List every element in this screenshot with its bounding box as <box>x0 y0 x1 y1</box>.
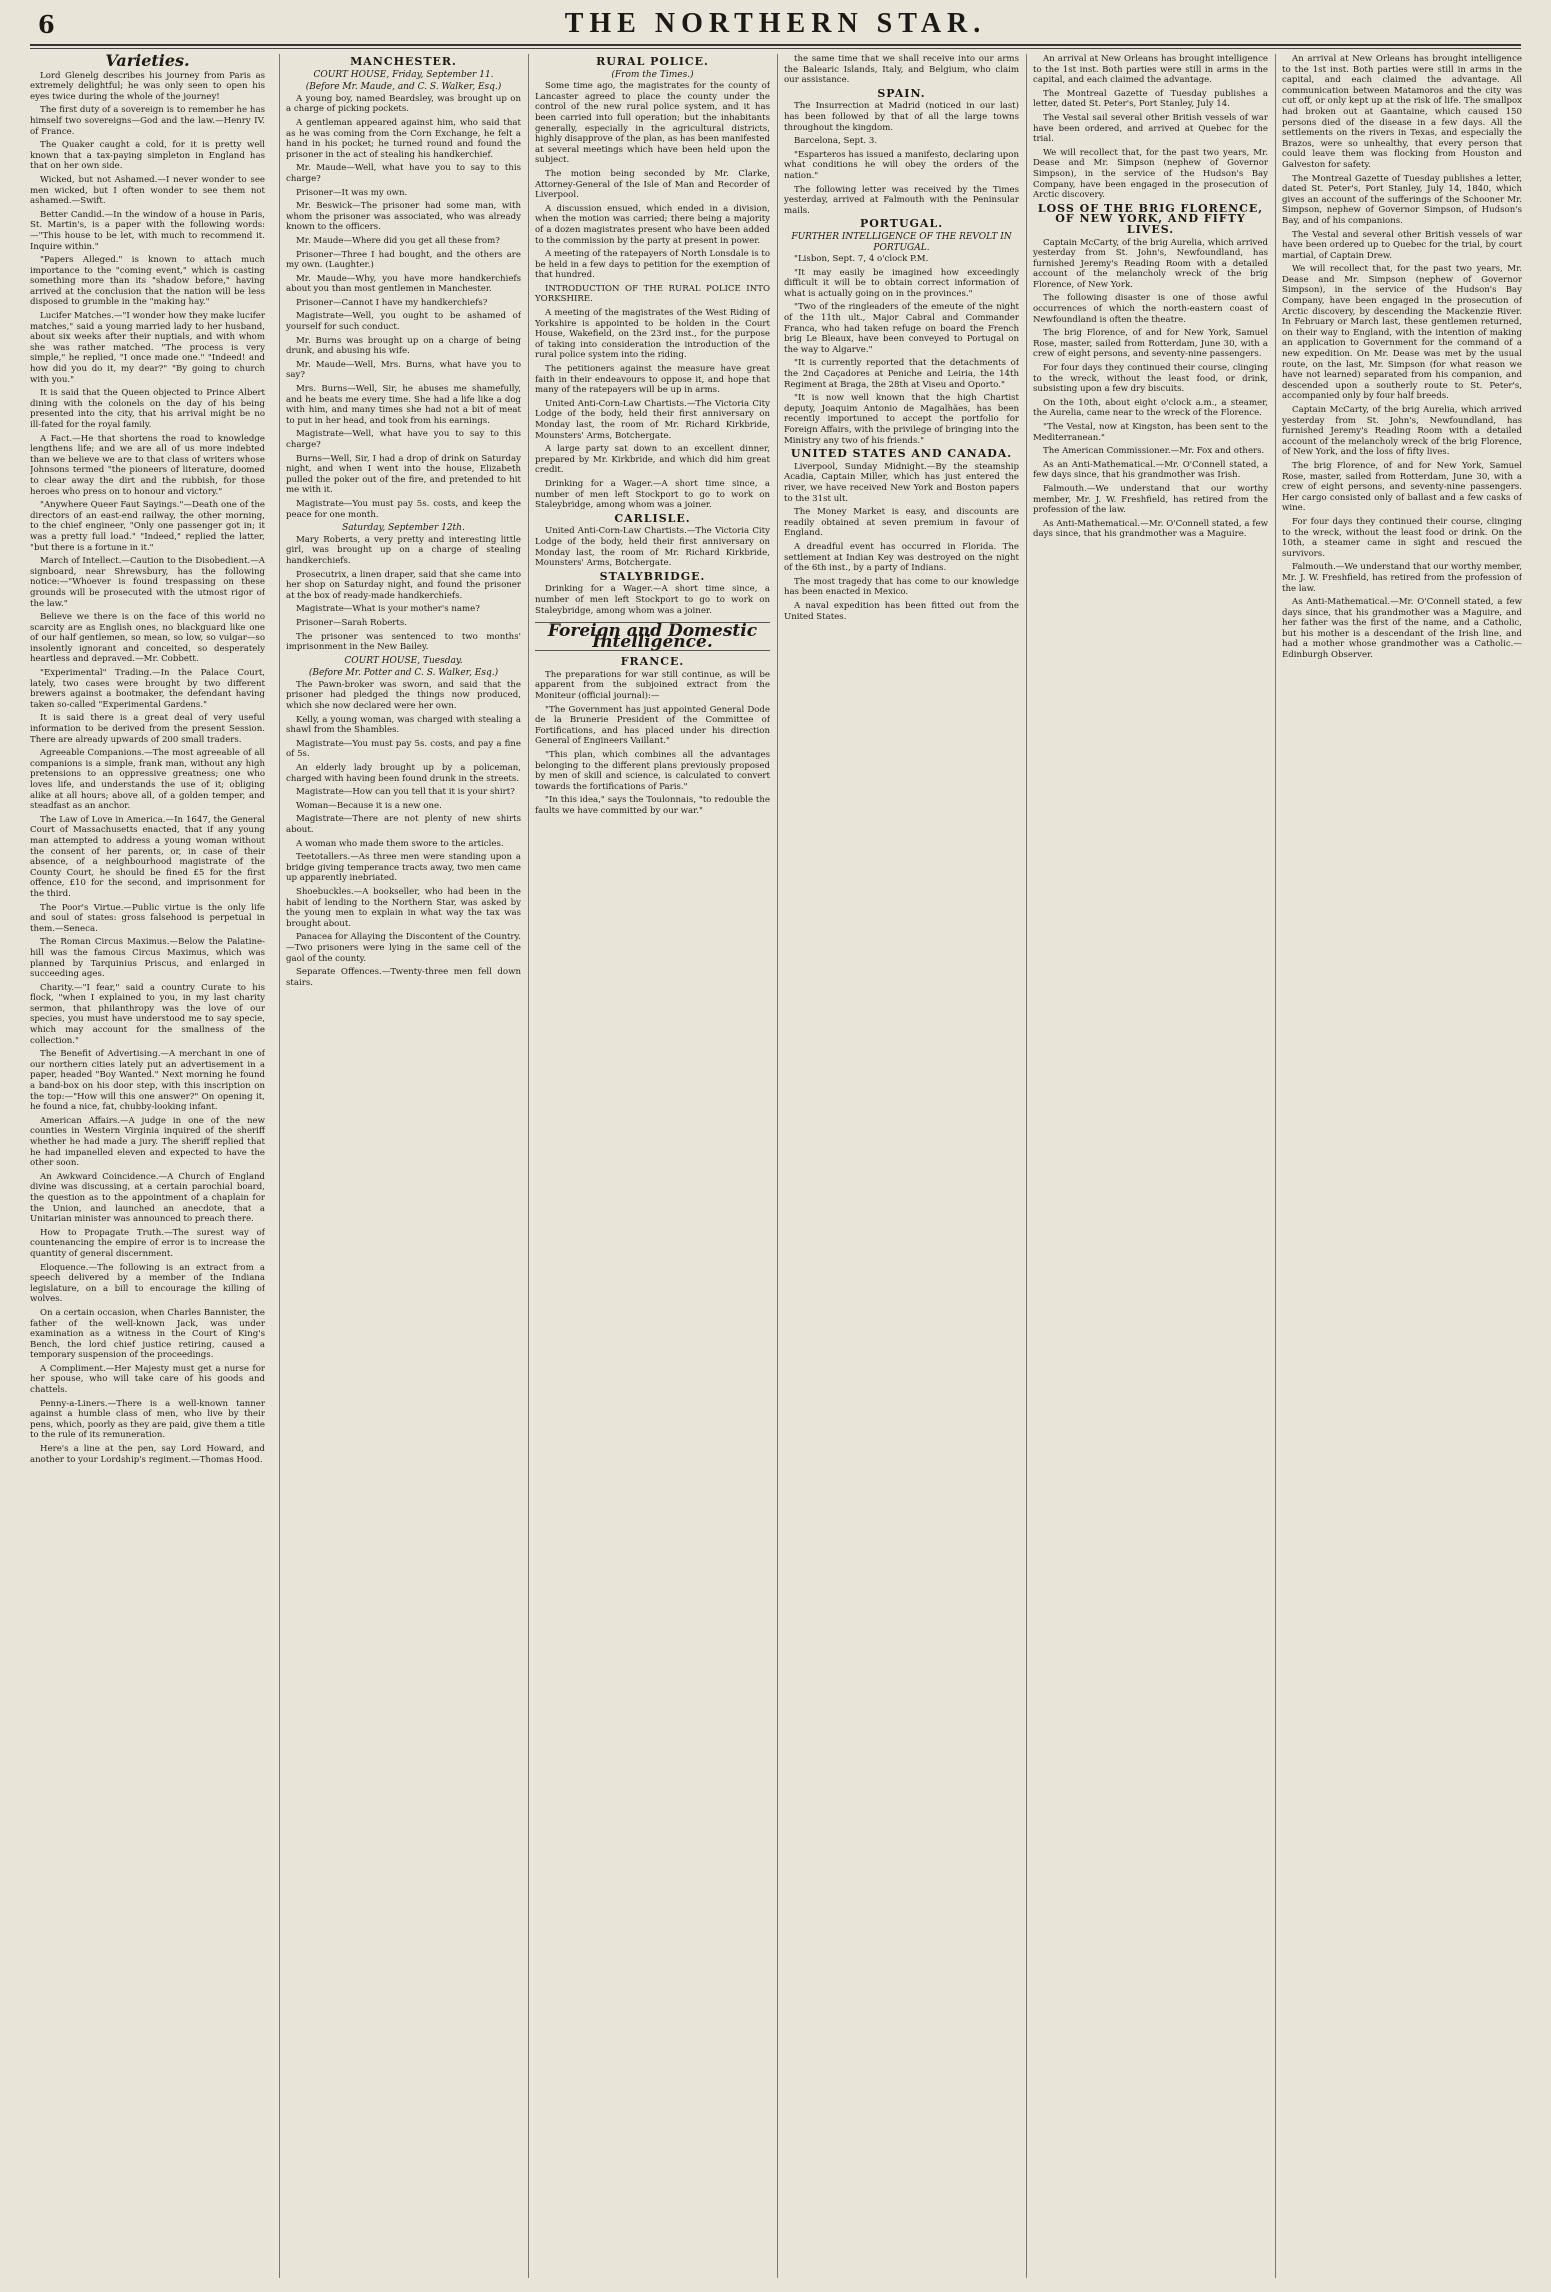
section-heading: PORTUGAL. <box>859 217 944 231</box>
section-heading: FRANCE. <box>620 655 685 669</box>
paragraph: "It is currently reported that the detachments of the 2nd Caçadores at Peniche and Leiria, the 14th Regiment at Braga, the 28th at Viseu and Oporto." <box>784 358 1019 390</box>
paragraph: Magistrate—Well, you ought to be ashamed of yourself for such conduct. <box>286 311 521 333</box>
court-heading: COURT HOUSE, Tuesday. <box>344 655 463 666</box>
paragraph: Believe we there is on the face of this world no scarcity are as English ones, no blackguard like one of our half gentlemen, so mean, so low, so vulgar—so insolently ignorant and conceited, so desperately heartless and depraved.—Mr. Cobbett. <box>30 612 265 665</box>
article-body <box>1282 54 1522 661</box>
paragraph: The Insurrection at Madrid (noticed in our last) has been followed by that of all the large towns throughout the kingdom. <box>784 101 1019 133</box>
paragraph: As Anti-Mathematical.—Mr. O'Connell stated, a few days since, that his grandmother was a Maguire. <box>1033 518 1268 540</box>
paragraph: A gentleman appeared against him, who said that as he was coming from the Corn Exchange, he felt a hand in his pocket; he turned round and found the prisoner in the act of stealing his handkerchief. <box>286 117 521 160</box>
paragraph: "The Vestal, now at Kingston, has been sent to the Mediterranean." <box>1033 422 1268 443</box>
section-heading: UNITED STATES AND CANADA. <box>790 447 1013 461</box>
paragraph: Prisoner—Sarah Roberts. <box>296 617 407 628</box>
article-body <box>1033 54 1268 201</box>
paragraph: Some time ago, the magistrates for the county of Lancaster agreed to place the county under the control of the new rural police system, and it has been carried into full operation; but the inhabitants generally, especially in the agricultural districts, highly disapprove of the plan, as has been manifested at several meetings which have been held upon the subject. <box>535 81 770 166</box>
section-heading: LOSS OF THE BRIG FLORENCE, OF NEW YORK, AND FIFTY LIVES. <box>1037 201 1264 236</box>
sub-heading: FURTHER INTELLIGENCE OF THE REVOLT IN PORTUGAL. <box>791 231 1012 253</box>
paragraph: It is said that the Queen objected to Prince Albert dining with the colonels on the day of his being presented into the city, that his arrival might be no ill-fated for the royal family. <box>30 388 265 430</box>
paragraph: "It is now well known that the high Chartist deputy, Joaquim Antonio de Magalhães, has been recently importuned to accept the portfolio for Foreign Affairs, with the privilege of bringing into the Ministry any two of his friends." <box>784 393 1019 446</box>
section-heading: RURAL POLICE. <box>596 55 709 68</box>
paragraph: Here's a line at the pen, say Lord Howard, and another to your Lordship's regiment.—Thomas Hood. <box>30 1444 265 1465</box>
paragraph: Better Candid.—In the window of a house in Paris, St. Martin's, is a paper with the following words:—"This house to be let, with much to recommend it. Inquire within." <box>30 209 265 252</box>
paragraph: The Vestal and several other British vessels of war have been ordered up to Quebec for the trial, by court martial, of Captain Drew. <box>1282 229 1522 261</box>
paragraph: We will recollect that, for the past two years, Mr. Dease and Mr. Simpson (nephew of Governor Simpson), in the service of the Hudson's Bay Company, have been engaged in the prosecution of Arctic discovery. <box>1033 147 1268 201</box>
paragraph: Falmouth.—We understand that our worthy member, Mr. J. W. Freshfield, has retired from the profession of the law. <box>1033 483 1268 516</box>
paragraph: Woman—Because it is a new one. <box>296 800 442 811</box>
article-body <box>535 584 770 616</box>
section-heading: STALYBRIDGE. <box>599 569 706 583</box>
article-body <box>1033 238 1268 540</box>
paragraph: A naval expedition has been fitted out from the United States. <box>784 600 1019 622</box>
paragraph: It is said there is a great deal of very useful information to be derived from the present Session. There are already upwards of 200 small traders. <box>30 713 265 745</box>
paragraph: Mrs. Burns—Well, Sir, he abuses me shamefully, and he beats me every time. She had a life like a dog with him, and many times she had not a bit of meat to put in her head, and took from his earnings. <box>286 384 521 426</box>
paragraph: Magistrate—You must pay 5s. costs, and keep the peace for one month. <box>286 498 521 520</box>
paragraph: A Compliment.—Her Majesty must get a nurse for her spouse, who will take care of his goods and chattels. <box>30 1363 265 1396</box>
paragraph: Shoebuckles.—A bookseller, who had been in the habit of lending to the Northern Star, was asked by the young men to explain in what way the tax was brought about. <box>286 886 521 929</box>
paragraph: The Pawn-broker was sworn, and said that the prisoner had pledged the things now produced, which she now declared were her own. <box>286 679 521 712</box>
paragraph: Mr. Maude—Well, what have you to say to this charge? <box>286 163 521 184</box>
paragraph: The brig Florence, of and for New York, Samuel Rose, master, sailed from Rotterdam, June 30, with a crew of eight persons, and seventy-nine passengers. <box>1033 328 1268 360</box>
paragraph: The preparations for war still continue, as will be apparent from the subjoined extract from the Moniteur (official journal):— <box>535 669 770 702</box>
paragraph: How to Propagate Truth.—The surest way of countenancing the empire of error is to increase the quantity of general discernment. <box>30 1227 265 1259</box>
paragraph: "Anywhere Queer Faut Sayings."—Death one of the directors of an east-end railway, the other morning, to the chief engineer, "Only one passenger got in; it was a pretty full load." "Indeed," replied the latter, "but there is a fortune in it." <box>30 500 265 553</box>
paragraph: Mr. Maude—Where did you get all these from? <box>296 235 500 246</box>
paragraph: "In this idea," says the Toulonnais, "to redouble the faults we have committed by our war." <box>535 795 770 816</box>
paragraph: United Anti-Corn-Law Chartists.—The Victoria City Lodge of the body, held their first anniversary on Monday last, the room of Mr. Richard Kirkbride, Mounsters' Arms, Botchergate. <box>535 526 770 569</box>
paragraph: Prisoner—Three I had bought, and the others are my own. (Laughter.) <box>286 249 521 271</box>
paragraph: A young boy, named Beardsley, was brought up on a charge of picking pockets. <box>286 93 521 115</box>
paragraph: Mr. Maude—Why, you have more handkerchiefs about you than most gentlemen in Manchester. <box>286 273 521 295</box>
paragraph: The American Commissioner.—Mr. Fox and others. <box>1043 446 1265 457</box>
paragraph: Teetotallers.—As three men were standing upon a bridge giving temperance tracts away, two men came up apparently inebriated. <box>286 852 521 884</box>
column-varieties <box>30 54 265 2278</box>
article-body <box>535 670 770 817</box>
paragraph: "Two of the ringleaders of the emeute of the night of the 11th ult., Major Cabral and Commander Franca, who had taken refuge on board the French brig Le Bleaux, have been conveyed to Portugal on the way to Algarve." <box>784 302 1019 355</box>
paragraph: A woman who made them swore to the articles. <box>296 838 504 849</box>
paragraph: As Anti-Mathematical.—Mr. O'Connell stated, a few days since, that his grandmother was a Maguire, and her father was the first of the name, and a Catholic, but his mother is a descendant of the Irish line, and had a mother whose grandmother was a Catholic.—Edinburgh Observer. <box>1282 597 1522 661</box>
article-body <box>535 526 770 568</box>
section-heading: SPAIN. <box>877 86 926 100</box>
paragraph: Burns—Well, Sir, I had a drop of drink on Saturday night, and when I went into the house, Elizabeth pulled the poker out of the fire, and pretended to hit me with it. <box>286 453 521 496</box>
column-manchester <box>279 54 521 2278</box>
source-line: (From the Times.) <box>611 69 694 80</box>
paragraph: Lord Glenelg describes his journey from Paris as extremely delightful; he was only seen to open his eyes twice during the whole of the journey! <box>30 70 265 102</box>
paragraph: Mr. Beswick—The prisoner had some man, with whom the prisoner was associated, who was already known to the officers. <box>286 201 521 233</box>
paragraph: Prisoner—Cannot I have my handkerchiefs? <box>296 297 488 308</box>
date-heading: Saturday, September 12th. <box>342 523 465 534</box>
paragraph: "It may easily be imagined how exceedingly difficult it will be to obtain correct information of what is actually going on in the provinces." <box>784 267 1019 299</box>
paragraph: Mary Roberts, a very pretty and interesting little girl, was brought up on a charge of stealing handkerchiefs. <box>286 534 521 566</box>
paragraph: An arrival at New Orleans has brought intelligence to the 1st inst. Both parties were still in arms in the capital, and each claimed the advantage. <box>1033 54 1268 86</box>
paragraph: The Montreal Gazette of Tuesday publishes a letter, dated St. Peter's, Port Stanley, July 14, 1840, which gives an account of the sufferings of the Schooner Mr. Simpson, nephew of Governor Simpson, of Hudson's Bay, and of his companions. <box>1282 173 1522 226</box>
paragraph: Mr. Maude—Well, Mrs. Burns, what have you to say? <box>286 359 521 381</box>
paragraph: Captain McCarty, of the brig Aurelia, which arrived yesterday from St. John's, Newfoundland, has furnished Jeremy's Reading Room with a detailed account of the melancholy wreck of the brig Florence, of New York, and the loss of fifty lives. <box>1282 405 1522 458</box>
paragraph: An elderly lady brought up by a policeman, charged with having been found drunk in the streets. <box>286 763 521 784</box>
article-body <box>784 254 1019 446</box>
paragraph: The petitioners against the measure have great faith in their endeavours to oppose it, and hope that many of the ratepayers will be up in arms. <box>535 364 770 396</box>
paragraph: We will recollect that, for the past two years, Mr. Dease and Mr. Simpson (nephew of Governor Simpson), in the service of the Hudson's Bay Company, have been engaged in the prosecution of Arctic discovery, by descending the Mackenzie River. In February or March last, these gentlemen returned, on their way to England, with the intention of making an application to Government for the command of a new expedition. On Mr. Dease was met by the usual route, on the last, Mr. Simpson (for what reason we have not learned) separated from his companion, and descended upon a southerly route to St. Peter's, accompanied only by four half breeds. <box>1282 264 1522 402</box>
paragraph: For four days they continued their course, clinging to the wreck, without the least food or drink. On the 10th, a steamer came in sight and rescued the survivors. <box>1282 516 1522 559</box>
article-body <box>286 535 521 653</box>
paragraph: Captain McCarty, of the brig Aurelia, which arrived yesterday from St. John's, Newfoundland, has furnished Jeremy's Reading Room with a detailed account of the melancholy wreck of the brig Florence, of New York. <box>1033 237 1268 290</box>
paragraph: Liverpool, Sunday Midnight.—By the steamship Acadia, Captain Miller, which has just entered the river, we have received New York and Boston papers to the 31st ult. <box>784 461 1019 504</box>
column-spain-portugal <box>777 54 1019 2278</box>
paragraph: "Lisbon, Sept. 7, 4 o'clock P.M. <box>794 254 929 265</box>
paragraph: Penny-a-Liners.—There is a well-known tanner against a humble class of men, who live by their pens, which, poorly as they are paid, give them a title to the rule of its remuneration. <box>30 1398 265 1441</box>
paragraph: The Quaker caught a cold, for it is pretty well known that a tax-paying simpleton in England has that on her own side. <box>30 140 265 172</box>
page-number: 6 <box>38 10 55 39</box>
paragraph: Barcelona, Sept. 3. <box>794 136 878 147</box>
article-body <box>535 81 770 511</box>
paragraph: Magistrate—How can you tell that it is your shirt? <box>296 787 515 798</box>
paragraph: A discussion ensued, which ended in a division, when the motion was carried; there being a majority of a dozen magistrates present who have been added to the commission by the party at present in power. <box>535 203 770 246</box>
newspaper-title: THE NORTHERN STAR. <box>564 8 987 39</box>
paragraph: the same time that we shall receive into our arms the Balearic Islands, Italy, and Belgium, who claim our assistance. <box>784 54 1019 86</box>
paragraph: The Benefit of Advertising.—A merchant in one of our northern cities lately put an advertisement in a paper, headed "Boy Wanted." Next morning he found a band-box on his door step, with this inscription on the top:—"How will this one answer?" On opening it, he found a nice, fat, chubby-looking infant. <box>30 1049 265 1113</box>
article-body <box>286 680 521 988</box>
section-heading: CARLISLE. <box>614 511 691 525</box>
foreign-intelligence-banner: Foreign and Domestic Intelligence. <box>535 622 770 651</box>
paragraph: A meeting of the magistrates of the West Riding of Yorkshire is appointed to be holden in the Court House, Wakefield, on the 23rd inst., for the purpose of taking into consideration the introduction of the rural police system into the riding. <box>535 308 770 361</box>
article-body <box>30 71 265 1466</box>
paragraph: A large party sat down to an excellent dinner, prepared by Mr. Kirkbride, and which did him great credit. <box>535 444 770 476</box>
paragraph: As an Anti-Mathematical.—Mr. O'Connell stated, a few days since, that his grandmother was Irish. <box>1033 459 1268 481</box>
masthead-rule-thin <box>30 48 1521 49</box>
paragraph: Lucifer Matches.—"I wonder how they make lucifer matches," said a young married lady to her husband, about six weeks after their nuptials, and with whom she was rather matched. "The process is very simple," he replied, "I once made one." "Indeed! and how did you do it, my dear?" "By going to church with you." <box>30 311 265 385</box>
paragraph: The Money Market is easy, and discounts are readily obtained at seven premium in favour of England. <box>784 507 1019 539</box>
masthead <box>30 6 1521 42</box>
section-heading: MANCHESTER. <box>350 55 457 68</box>
paragraph: "This plan, which combines all the advantages belonging to the different plans previously proposed by men of skill and science, is calculated to convert towards the fortifications of Paris." <box>535 750 770 792</box>
column-florence <box>1026 54 1268 2278</box>
masthead-rule <box>30 44 1521 46</box>
paragraph: United Anti-Corn-Law Chartists.—The Victoria City Lodge of the body, held their first anniversary on Monday last, the room of Mr. Richard Kirkbride, Mounsters' Arms, Botchergate. <box>535 398 770 441</box>
paragraph: Prosecutrix, a linen draper, said that she came into her shop on Saturday night, and found the prisoner at the box of ready-made handkerchiefs. <box>286 569 521 601</box>
paragraph: American Affairs.—A judge in one of the new counties in Western Virginia inquired of the sheriff whether he had made a jury. The sheriff replied that he had impanelled eleven and expected to have the other soon. <box>30 1115 265 1169</box>
paragraph: Drinking for a Wager.—A short time since, a number of men left Stockport to go to work on Staleybridge, among whom was a joiner. <box>535 584 770 616</box>
paragraph: The brig Florence, of and for New York, Samuel Rose, master, sailed from Rotterdam, June 30, with a crew of eight persons, and seventy-nine passengers. Her cargo consisted only of ballast and a few casks of wine. <box>1282 460 1522 514</box>
paragraph: For four days they continued their course, clinging to the wreck, without the least food, or drink, subsisting upon a few dry biscuits. <box>1033 363 1268 395</box>
paragraph: "Esparteros has issued a manifesto, declaring upon what conditions he will obey the orders of the nation." <box>784 149 1019 181</box>
paragraph: The following disaster is one of those awful occurrences of which the north-eastern coast of Newfoundland is often the theatre. <box>1033 293 1268 325</box>
paragraph: March of Intellect.—Caution to the Disobedient.—A signboard, near Shrewsbury, has the following notice:—"Whoever is found trespassing on these grounds will be prosecuted with the utmost rigor of the law." <box>30 556 265 609</box>
paragraph: A dreadful event has occurred in Florida. The settlement at Indian Key was destroyed on the night of the 6th inst., by a party of Indians. <box>784 541 1019 574</box>
paragraph: Prisoner—It was my own. <box>296 187 408 198</box>
paragraph: Drinking for a Wager.—A short time since, a number of men left Stockport to go to work on Staleybridge, among whom was a joiner. <box>535 478 770 511</box>
court-bench: (Before Mr. Potter and C. S. Walker, Esq.) <box>308 668 499 679</box>
paragraph: Separate Offences.—Twenty-three men fell down stairs. <box>286 967 521 988</box>
paragraph: The Roman Circus Maximus.—Below the Palatine-hill was the famous Circus Maximus, which was planned by Tarquinius Priscus, and enlarged in succeeding ages. <box>30 937 265 980</box>
paragraph: A meeting of the ratepayers of North Lonsdale is to be held in a few days to petition for the exemption of that hundred. <box>535 249 770 281</box>
columns <box>30 54 1521 2278</box>
paragraph: The Poor's Virtue.—Public virtue is the only life and soul of states: gross falsehood is perpetual in them.—Seneca. <box>30 902 265 934</box>
article-body <box>784 462 1019 622</box>
paragraph: Magistrate—What is your mother's name? <box>296 604 480 615</box>
paragraph: Wicked, but not Ashamed.—I never wonder to see men wicked, but I often wonder to see them not ashamed.—Swift. <box>30 174 265 207</box>
paragraph: "Experimental" Trading.—In the Palace Court, lately, two cases were brought by two different brewers against a bootmaker, the defendant having taken so-called "Experimental Gardens." <box>30 668 265 710</box>
column-right <box>1275 54 1522 2278</box>
paragraph: The following letter was received by the Times yesterday, arrived at Falmouth with the Peninsular mails. <box>784 184 1019 216</box>
paragraph: The motion being seconded by Mr. Clarke, Attorney-General of the Isle of Man and Recorder of Liverpool. <box>535 168 770 201</box>
paragraph: Mr. Burns was brought up on a charge of being drunk, and abusing his wife. <box>286 335 521 357</box>
paragraph: An Awkward Coincidence.—A Church of England divine was discussing, at a certain parochial board, the question as to the appointment of a chaplain for the Union, and launched an anecdote, that a Unitarian minister was announced to preach there. <box>30 1171 265 1225</box>
paragraph: The first duty of a sovereign is to remember he has himself two sovereigns—God and the law.—Henry IV. of France. <box>30 105 265 137</box>
paragraph: Panacea for Allaying the Discontent of the Country.—Two prisoners were lying in the same cell of the gaol of the county. <box>286 932 521 964</box>
article-body <box>784 54 1019 86</box>
paragraph: "Papers Alleged." is known to attach much importance to the "coming event," which is casting something more than its "shadow before," having arrived at the conclusion that the nation will be less disposed to grumble in the "making hay." <box>30 255 265 308</box>
paragraph: Eloquence.—The following is an extract from a speech delivered by a member of the Indiana legislature, on a bill to encourage the killing of wolves. <box>30 1262 265 1305</box>
paragraph: Magistrate—You must pay 5s. costs, and pay a fine of 5s. <box>286 738 521 760</box>
paragraph: Agreeable Companions.—The most agreeable of all companions is a simple, frank man, without any high pretensions to an oppressive greatness; one who loves life, and understands the use of it; obliging alike at all hours; above all, of a golden temper, and steadfast as an anchor. <box>30 748 265 812</box>
paragraph: On a certain occasion, when Charles Bannister, the father of the well-known Jack, was under examination as a witness in the Court of King's Bench, the lord chief justice retiring, caused a temporary suspension of the proceedings. <box>30 1307 265 1361</box>
paragraph: Magistrate—Well, what have you to say to this charge? <box>286 429 521 450</box>
paragraph: The Vestal sail several other British vessels of war have been ordered, and arrived at Quebec for the trial. <box>1033 112 1268 145</box>
paragraph: Charity.—"I fear," said a country Curate to his flock, "when I explained to you, in my last charity sermon, that philanthropy was the love of our species, you must have understood me to say specie, which may account for the smallness of the collection." <box>30 982 265 1046</box>
paragraph: The Law of Love in America.—In 1647, the General Court of Massachusetts enacted, that if any young man attempted to address a young woman without the consent of her parents, or, in case of their absence, of a neighbourhood magistrate of the County Court, he should be fined £5 for the first offence, £10 for the second, and imprisonment for the third. <box>30 814 265 899</box>
article-body <box>784 101 1019 216</box>
court-bench: (Before Mr. Maude, and C. S. Walker, Esq.) <box>305 82 502 93</box>
paragraph: On the 10th, about eight o'clock a.m., a steamer, the Aurelia, came near to the wreck of the Florence. <box>1033 397 1268 419</box>
paragraph: Kelly, a young woman, was charged with stealing a shawl from the Shambles. <box>286 714 521 736</box>
column-rural-police <box>528 54 770 2278</box>
section-heading: Varieties. <box>105 54 190 70</box>
article-body <box>286 94 521 520</box>
paragraph: The most tragedy that has come to our knowledge has been enacted in Mexico. <box>784 576 1019 598</box>
paragraph: Magistrate—There are not plenty of new shirts about. <box>286 814 521 835</box>
paragraph: A Fact.—He that shortens the road to knowledge lengthens life; and we are all of us more indebted than we believe we are to that class of writers whose Johnsons termed "the pioneers of literature, doomed to clear away the dirt and the rubbish, for those heroes who press on to honour and victory." <box>30 433 265 497</box>
paragraph: An arrival at New Orleans has brought intelligence to the 1st inst. Both parties were still in arms in the capital, and each claimed the advantage. All communication between Matamoros and the city was cut off, or only kept up at the risk of life. The smallpox had broken out at Gaantaine, which caused 150 persons died of the disease in a few days. All the settlements on the rivers in Texas, and especially the Brazos, were so unhealthy, that every person that could leave them was flocking from Houston and Galveston for safety. <box>1282 54 1522 170</box>
paragraph: INTRODUCTION OF THE RURAL POLICE INTO YORKSHIRE. <box>535 283 770 305</box>
paragraph: The Montreal Gazette of Tuesday publishes a letter, dated St. Peter's, Port Stanley, July 14. <box>1033 88 1268 110</box>
paragraph: Falmouth.—We understand that our worthy member, Mr. J. W. Freshfield, has retired from the profession of the law. <box>1282 562 1522 594</box>
paragraph: The prisoner was sentenced to two months' imprisonment in the New Bailey. <box>286 631 521 653</box>
court-heading: COURT HOUSE, Friday, September 11. <box>313 69 494 80</box>
paragraph: "The Government has just appointed General Dode de la Brunerie President of the Committee of Fortifications, and has placed under his direction General of Engineers Vaillant." <box>535 704 770 747</box>
